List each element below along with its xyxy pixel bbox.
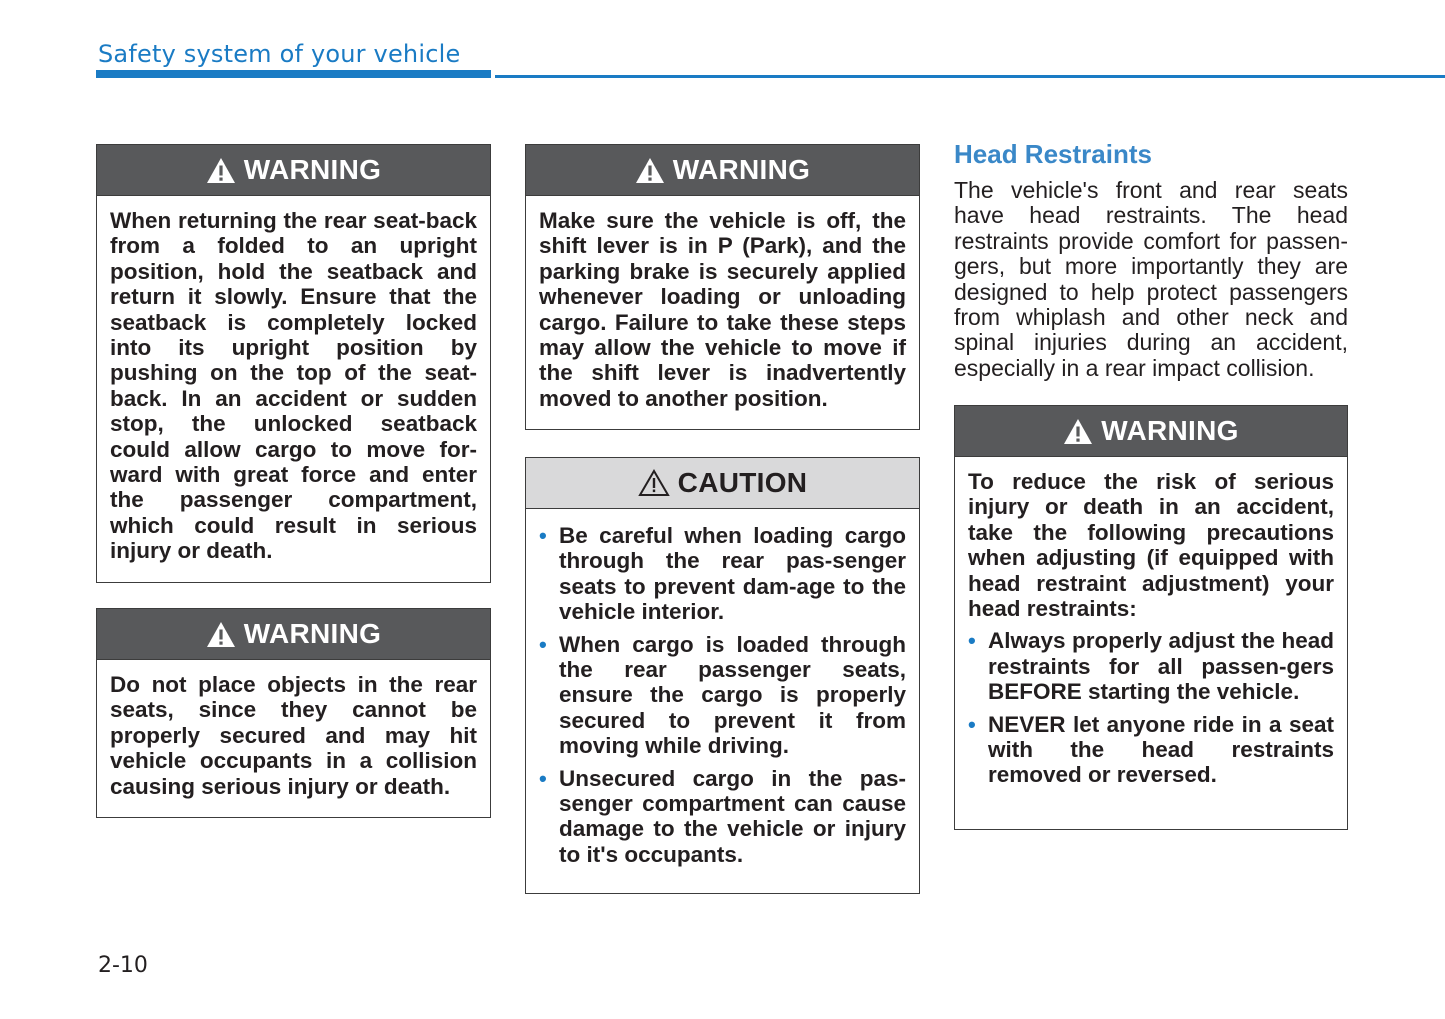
warning-body [97,660,490,811]
bullet-dot-icon: • [539,631,547,657]
warning-item-text: Always properly adjust the head restraints for all passen-gers BEFORE starting the vehicle. [988,628,1334,705]
head-restraints-heading: Head Restraints [954,139,1152,169]
list-item [539,766,906,868]
header-rule-thin [495,75,1445,78]
caution-body [526,509,919,879]
warning-triangle-icon [206,621,236,648]
warning-box-head-restraints [954,405,1348,830]
caution-header [526,458,919,509]
caution-item-text: Be careful when loading cargo through the rear pas-senger seats to prevent dam-age to the vehicle interior. [559,523,906,625]
caution-label: CAUTION [677,467,808,498]
header-rule-thick [96,70,491,78]
warning-triangle-icon [206,157,236,184]
warning-box-objects [96,608,491,818]
warning-label: WARNING [243,618,382,649]
caution-triangle-icon [638,469,670,497]
warning-body [955,457,1347,800]
warning-label: WARNING [1101,415,1239,446]
warning-label: WARNING [243,154,382,185]
list-item [539,632,906,759]
warning-body [97,196,490,576]
warning-item-text: NEVER let anyone ride in a seat with the head restraints removed or reversed. [988,711,1334,788]
warning-text: When returning the rear seat-back from a folded to an upright position, hold the seatback and return it slowly. Ensure that the seatback is completely locked into its upright position by pushing on the top of the seat-back. In an accident or sudden stop, the unlocked seatback could allow cargo to move for-ward with great force and enter the passenger compartment, which could result in serious injury or death. [110,208,477,564]
warning-header [955,406,1347,457]
warning-header [526,145,919,196]
list-item [968,712,1334,788]
caution-item-text: When cargo is loaded through the rear passenger seats, ensure the cargo is properly secured to prevent it from moving while driving. [559,631,906,759]
warning-text: Make sure the vehicle is off, the shift lever is in P (Park), and the parking brake is securely applied whenever loading or unloading cargo. Failure to take these steps may allow the vehicle to move if the shift lever is inadvertently moved to another position. [539,208,906,411]
warning-box-seatback [96,144,491,583]
warning-header [97,609,490,660]
warning-label: WARNING [672,154,811,185]
caution-box-cargo [525,457,920,894]
warning-triangle-icon [1063,418,1093,445]
bullet-dot-icon: • [539,523,547,548]
list-item [539,523,906,625]
bullet-dot-icon: • [968,711,976,737]
warning-body [526,196,919,423]
caution-list [539,523,906,867]
warning-header [97,145,490,196]
page-number: 2-10 [98,953,148,978]
bullet-dot-icon: • [968,628,976,654]
warning-triangle-icon [635,157,665,184]
warning-text: Do not place objects in the rear seats, since they cannot be properly secured and may hit vehicle occupants in a collision causing serious injury or death. [110,672,477,799]
bullet-dot-icon: • [539,765,547,791]
caution-item-text: Unsecured cargo in the pas-senger compartment can cause damage to the vehicle or injury to it's occupants. [559,765,906,867]
warning-box-loading [525,144,920,430]
warning-list [968,628,1334,787]
list-item [968,628,1334,704]
section-title: Safety system of your vehicle [98,40,461,68]
head-restraints-text: The vehicle's front and rear seats have head restraints. The head restraints provide comfort for passen-gers, but more importantly they are designed to help protect passengers from whiplash and other neck and spinal injuries during an accident, especially in a rear impact collision. [954,177,1348,381]
warning-text: To reduce the risk of serious injury or death in an accident, take the following precautions when adjusting (if equipped with head restraint adjustment) your head restraints: [968,469,1334,622]
